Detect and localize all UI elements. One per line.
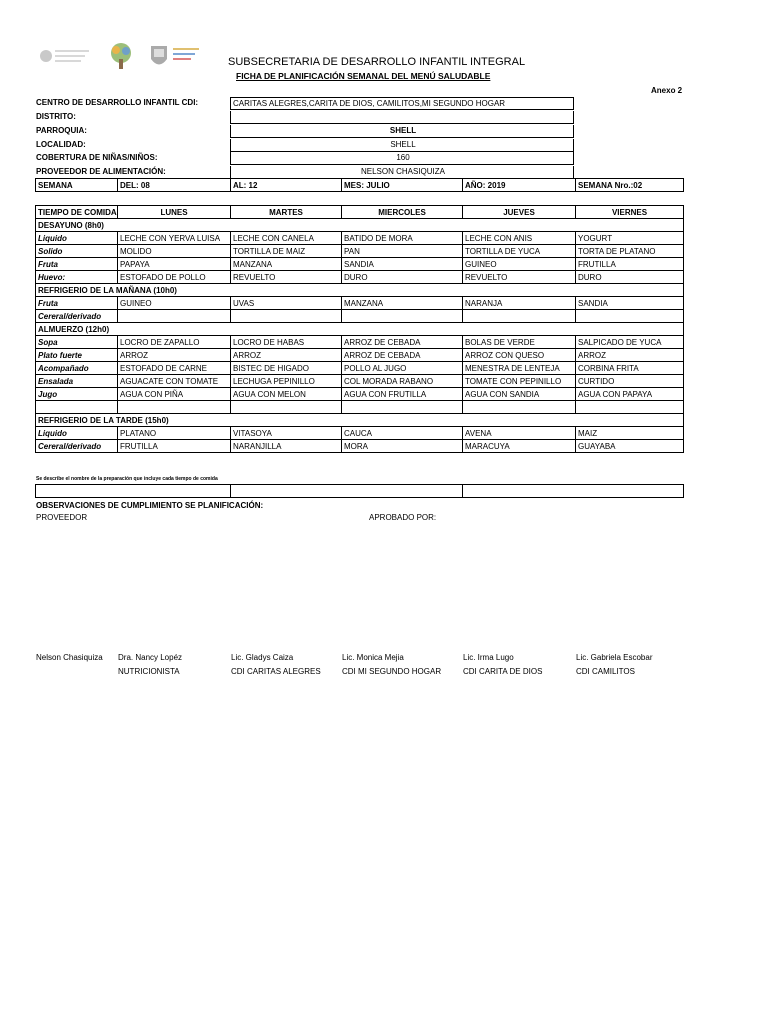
signature-name: Lic. Monica Mejia [342, 653, 404, 662]
menu-cell: SANDIA [342, 258, 463, 271]
menu-cell: MARACUYA [463, 440, 576, 453]
menu-cell: BISTEC DE HIGADO [231, 362, 342, 375]
info-value: SHELL [230, 139, 574, 152]
table-row [36, 310, 684, 323]
column-header: MARTES [231, 206, 342, 219]
ecuador-coat-of-arms-logo [148, 43, 170, 71]
row-label: Sopa [36, 336, 118, 349]
menu-cell: UVAS [231, 297, 342, 310]
menu-cell: VITASOYA [231, 427, 342, 440]
row-label: Huevo: [36, 271, 118, 284]
menu-cell: ARROZ CON QUESO [463, 349, 576, 362]
menu-cell: AGUA CON PAPAYA [576, 388, 684, 401]
mies-logo [37, 46, 93, 66]
provider-label: PROVEEDOR [36, 513, 88, 522]
menu-cell: ESTOFADO DE POLLO [118, 271, 231, 284]
column-header: LUNES [118, 206, 231, 219]
observations-label: OBSERVACIONES DE CUMPLIMIENTO SE PLANIFICACIÓN: [36, 501, 264, 510]
menu-cell: MENESTRA DE LENTEJA [463, 362, 576, 375]
column-header: JUEVES [463, 206, 576, 219]
menu-cell: LECHE CON YERVA LUISA [118, 232, 231, 245]
menu-cell: TORTILLA DE YUCA [463, 245, 576, 258]
menu-cell: DURO [576, 271, 684, 284]
signature-role: CDI CAMILITOS [576, 667, 635, 676]
signature-name: Lic. Irma Lugo [463, 653, 514, 662]
info-label: LOCALIDAD: [36, 140, 86, 149]
table-row [36, 349, 684, 362]
menu-cell: MANZANA [231, 258, 342, 271]
menu-cell: LOCRO DE HABAS [231, 336, 342, 349]
info-value [230, 111, 574, 124]
menu-cell [463, 310, 576, 323]
info-label: PARROQUIA: [36, 126, 87, 135]
menu-cell: ARROZ [118, 349, 231, 362]
tree-logo [106, 41, 136, 71]
menu-cell: DURO [342, 271, 463, 284]
row-label [36, 401, 118, 414]
row-label: Cereral/derivado [36, 440, 118, 453]
menu-cell: BATIDO DE MORA [342, 232, 463, 245]
info-label: PROVEEDOR DE ALIMENTACIÓN: [36, 167, 166, 176]
menu-cell: AGUA CON SANDIA [463, 388, 576, 401]
menu-cell [342, 401, 463, 414]
document-title: SUBSECRETARIA DE DESARROLLO INFANTIL INTEGRAL [228, 56, 526, 68]
menu-cell: NARANJILLA [231, 440, 342, 453]
menu-cell [118, 310, 231, 323]
row-label: Liquido [36, 232, 118, 245]
menu-cell: BOLAS DE VERDE [463, 336, 576, 349]
menu-cell [231, 310, 342, 323]
menu-cell: AGUACATE CON TOMATE [118, 375, 231, 388]
menu-cell: MANZANA [342, 297, 463, 310]
menu-cell: YOGURT [576, 232, 684, 245]
table-row [36, 336, 684, 349]
menu-table [35, 205, 684, 453]
week-del: DEL: 08 [118, 179, 231, 192]
row-label: Liquido [36, 427, 118, 440]
menu-cell: AGUA CON PIÑA [118, 388, 231, 401]
menu-cell [342, 310, 463, 323]
menu-cell: LECHE CON ANIS [463, 232, 576, 245]
menu-cell: LECHE CON CANELA [231, 232, 342, 245]
menu-cell: AGUA CON MELON [231, 388, 342, 401]
info-value: NELSON CHASIQUIZA [230, 166, 574, 179]
signature-name: Lic. Gabriela Escobar [576, 653, 653, 662]
menu-cell: SANDIA [576, 297, 684, 310]
signature-name: Lic. Gladys Caiza [231, 653, 294, 662]
table-row [36, 297, 684, 310]
menu-cell [463, 401, 576, 414]
menu-cell: COL MORADA RABANO [342, 375, 463, 388]
table-row [36, 362, 684, 375]
menu-cell: PLATANO [118, 427, 231, 440]
menu-cell: REVUELTO [463, 271, 576, 284]
menu-cell [576, 401, 684, 414]
menu-cell [118, 401, 231, 414]
menu-cell: NARANJA [463, 297, 576, 310]
menu-cell: AVENA [463, 427, 576, 440]
menu-cell: MOLIDO [118, 245, 231, 258]
week-number: SEMANA Nro.:02 [576, 179, 684, 192]
menu-cell: PAN [342, 245, 463, 258]
row-label: Acompañado [36, 362, 118, 375]
menu-cell: CAUCA [342, 427, 463, 440]
section-title: ALMUERZO (12h0) [36, 323, 684, 336]
table-row [36, 427, 684, 440]
section-title: REFRIGERIO DE LA MAÑANA (10h0) [36, 284, 684, 297]
menu-cell: TORTILLA DE MAIZ [231, 245, 342, 258]
signature-role: NUTRICIONISTA [118, 667, 180, 676]
menu-cell: REVUELTO [231, 271, 342, 284]
menu-cell: LECHUGA PEPINILLO [231, 375, 342, 388]
menu-cell: AGUA CON FRUTILLA [342, 388, 463, 401]
menu-cell: MORA [342, 440, 463, 453]
column-header: TIEMPO DE COMIDA [36, 206, 118, 219]
section-title: REFRIGERIO DE LA TARDE (15h0) [36, 414, 684, 427]
menu-cell: TORTA DE PLATANO [576, 245, 684, 258]
info-label: COBERTURA DE NIÑAS/NIÑOS: [36, 153, 158, 162]
menu-cell: TOMATE CON PEPINILLO [463, 375, 576, 388]
menu-cell: ARROZ [576, 349, 684, 362]
table-row [36, 440, 684, 453]
document-subtitle: FICHA DE PLANIFICACIÓN SEMANAL DEL MENÚ SALUDABLE [236, 71, 491, 81]
row-label: Solido [36, 245, 118, 258]
menu-cell: GUINEO [118, 297, 231, 310]
table-row [36, 258, 684, 271]
table-row [36, 401, 684, 414]
menu-cell: ARROZ [231, 349, 342, 362]
menu-cell: FRUTILLA [576, 258, 684, 271]
signature-role: CDI MI SEGUNDO HOGAR [342, 667, 442, 676]
menu-cell: CURTIDO [576, 375, 684, 388]
week-year: AÑO: 2019 [463, 179, 576, 192]
row-label: Plato fuerte [36, 349, 118, 362]
menu-cell: ARROZ DE CEBADA [342, 336, 463, 349]
table-row [36, 375, 684, 388]
row-label: Fruta [36, 297, 118, 310]
column-header: MIERCOLES [342, 206, 463, 219]
row-label: Jugo [36, 388, 118, 401]
info-value: CARITAS ALEGRES,CARITA DE DIOS, CAMILITOS,MI SEGUNDO HOGAR [230, 97, 574, 110]
blank-row [35, 484, 684, 498]
signature-name: Nelson Chasiquiza [36, 653, 103, 662]
menu-cell: PAPAYA [118, 258, 231, 271]
section-title: DESAYUNO (8h0) [36, 219, 684, 232]
table-row [36, 271, 684, 284]
week-al: AL: 12 [231, 179, 342, 192]
row-label: Fruta [36, 258, 118, 271]
menu-cell [576, 310, 684, 323]
table-row [36, 388, 684, 401]
week-month: MES: JULIO [342, 179, 463, 192]
gobierno-logo [173, 46, 201, 66]
menu-cell: SALPICADO DE YUCA [576, 336, 684, 349]
week-row [35, 178, 684, 192]
signature-role: CDI CARITAS ALEGRES [231, 667, 321, 676]
annex-label: Anexo 2 [651, 86, 683, 95]
approved-label: APROBADO POR: [369, 513, 437, 522]
menu-cell: ARROZ DE CEBADA [342, 349, 463, 362]
week-label: SEMANA [36, 179, 118, 192]
info-value: 160 [230, 152, 574, 165]
menu-cell: LOCRO DE ZAPALLO [118, 336, 231, 349]
menu-cell: FRUTILLA [118, 440, 231, 453]
menu-cell: CORBINA FRITA [576, 362, 684, 375]
table-row [36, 245, 684, 258]
menu-cell: GUAYABA [576, 440, 684, 453]
footnote: Se describe el nombre de la preparación que incluye cada tiempo de comida [36, 476, 218, 482]
table-row [36, 232, 684, 245]
signature-name: Dra. Nancy Lopéz [118, 653, 183, 662]
menu-cell: MAIZ [576, 427, 684, 440]
signature-role: CDI CARITA DE DIOS [463, 667, 543, 676]
info-label: CENTRO DE DESARROLLO INFANTIL CDI: [36, 98, 199, 107]
menu-cell: POLLO AL JUGO [342, 362, 463, 375]
menu-cell: GUINEO [463, 258, 576, 271]
menu-cell [231, 401, 342, 414]
menu-cell: ESTOFADO DE CARNE [118, 362, 231, 375]
info-value: SHELL [230, 125, 574, 138]
row-label: Ensalada [36, 375, 118, 388]
column-header: VIERNES [576, 206, 684, 219]
info-label: DISTRITO: [36, 112, 76, 121]
row-label: Cereral/derivado [36, 310, 118, 323]
